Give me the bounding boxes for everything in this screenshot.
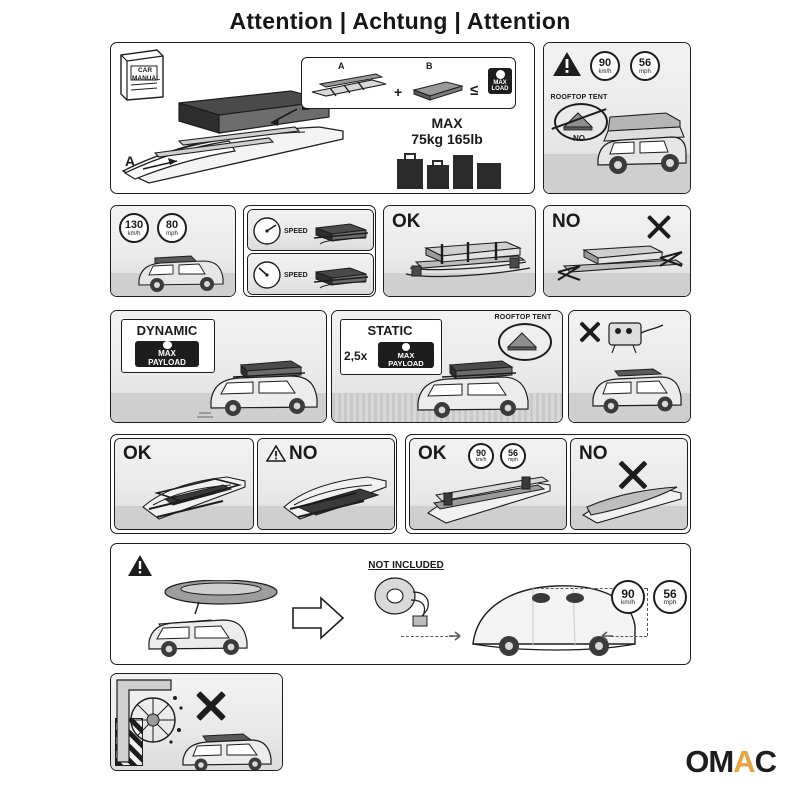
- max-load-line1: MAX: [493, 79, 507, 86]
- kayak-badge-kmh-unit: km/h: [475, 457, 487, 463]
- speed-badge-kmh: [590, 51, 620, 81]
- dynamic-max-payload-badge: [135, 341, 199, 367]
- max-weight-title: MAX: [431, 115, 463, 131]
- static-max-line1: MAX: [397, 350, 415, 360]
- warning-triangle-small-icon: [266, 445, 286, 463]
- panel-static-payload: [331, 310, 563, 423]
- max-weight-value: 75kg 165lb: [411, 131, 483, 147]
- panel-speedometer: [243, 205, 376, 297]
- max-load-line2: LOAD: [491, 86, 509, 92]
- warning-triangle-cover-icon: [127, 554, 153, 578]
- panel-rooftop-tent-no: [543, 42, 691, 194]
- brand-post: C: [754, 744, 776, 779]
- speed-badge-mph-value: 56: [638, 56, 652, 69]
- panel-no-remote: [568, 310, 691, 423]
- kayak-badge-mph-value: 56: [507, 448, 518, 458]
- static-factor: 2,5x: [344, 349, 368, 363]
- panel-load-ok: [383, 205, 536, 297]
- speed-badge-130: [119, 213, 149, 243]
- rooftop-tent-no-label: NO: [573, 134, 585, 143]
- cover-badge-mph-unit: mph: [663, 598, 677, 606]
- speed-badge-mph-unit: mph: [639, 68, 651, 75]
- panel-max-load: [110, 42, 535, 194]
- kayak-ok: [409, 438, 567, 530]
- speed-badge-130-unit: km/h: [127, 230, 141, 237]
- dynamic-heading: DYNAMIC: [136, 323, 198, 338]
- static-max-line2: PAYLOAD: [388, 358, 424, 368]
- speed-badge-kmh-unit: km/h: [598, 68, 612, 75]
- kayak-speed-badge-kmh: [468, 443, 494, 469]
- ok-label-strapped: OK: [392, 211, 421, 232]
- kayak-speed-badge-mph: [500, 443, 526, 469]
- kayak-badge-mph-unit: mph: [508, 457, 518, 463]
- panel-speed-limits: [110, 205, 236, 297]
- brand-accent: A: [733, 744, 755, 779]
- speed-label-top: SPEED: [284, 228, 308, 235]
- panel-load-no: [543, 205, 691, 297]
- load-formula-box: [301, 57, 516, 109]
- speedometer-row-top: [247, 209, 374, 251]
- car-manual-line2: MANUAL: [132, 75, 161, 83]
- label-a: A: [125, 153, 136, 169]
- brand-pre: OM: [685, 744, 734, 779]
- speed-badge-kmh-value: 90: [598, 56, 612, 69]
- brand-logo: [685, 744, 776, 780]
- kayak-badge-kmh-value: 90: [475, 448, 486, 458]
- dash-connector-2: [611, 636, 647, 637]
- cover-badge-mph-value: 56: [663, 586, 677, 601]
- no-label-kayak: NO: [579, 443, 608, 464]
- dash-connector-1: [401, 636, 453, 637]
- speed-badge-mph: [630, 51, 660, 81]
- prohibited-x-remote-icon: [577, 319, 603, 345]
- speed-badge-80-value: 80: [165, 218, 179, 231]
- cover-badge-kmh-value: 90: [621, 586, 635, 601]
- cover-speed-badge-kmh: [611, 580, 645, 614]
- panel-dynamic-payload: [110, 310, 327, 423]
- prohibited-x-carwash-icon: [193, 688, 229, 724]
- formula-label-a: A: [338, 61, 345, 71]
- rooftop-tent-label: ROOFTOP TENT: [550, 94, 608, 101]
- flat-cargo-ok: [114, 438, 254, 530]
- panel-no-car-wash: [110, 673, 283, 771]
- dynamic-max-line2: PAYLOAD: [148, 357, 186, 367]
- no-label-overhang: NO: [552, 211, 581, 232]
- rooftop-tent-label-static: ROOFTOP TENT: [494, 314, 552, 321]
- dash-connector-right: [647, 588, 649, 636]
- not-included-label: NOT INCLUDED: [368, 560, 444, 571]
- dynamic-max-line1: MAX: [158, 349, 176, 359]
- arrow-right-icon: [291, 596, 345, 640]
- panel-flat-cargo: [110, 434, 397, 534]
- speed-badge-80-unit: mph: [166, 230, 178, 237]
- ok-label-kayak: OK: [418, 443, 447, 464]
- max-load-badge: [488, 68, 512, 94]
- formula-label-b: B: [426, 61, 433, 71]
- flat-cargo-no: [257, 438, 395, 530]
- speed-badge-130-value: 130: [124, 218, 144, 231]
- panel-kayak: [405, 434, 691, 534]
- cover-badge-kmh-unit: km/h: [620, 598, 636, 606]
- no-label-flat: NO: [289, 443, 318, 464]
- ok-label-flat: OK: [123, 443, 152, 464]
- warning-triangle-icon: [552, 51, 582, 78]
- formula-plus: +: [394, 84, 403, 100]
- formula-le: ≤: [470, 82, 479, 99]
- speed-badge-80: [157, 213, 187, 243]
- panel-cover-not-included: [110, 543, 691, 665]
- suv-with-tent-illustration: [588, 97, 688, 179]
- car-manual-line1: CAR: [137, 67, 153, 74]
- speed-label-bottom: SPEED: [284, 272, 308, 279]
- kayak-no: [570, 438, 688, 530]
- page-title: Attention | Achtung | Attention: [229, 8, 571, 34]
- static-heading: STATIC: [367, 323, 413, 338]
- cover-speed-badge-mph: [653, 580, 687, 614]
- speedometer-row-bottom: [247, 253, 374, 295]
